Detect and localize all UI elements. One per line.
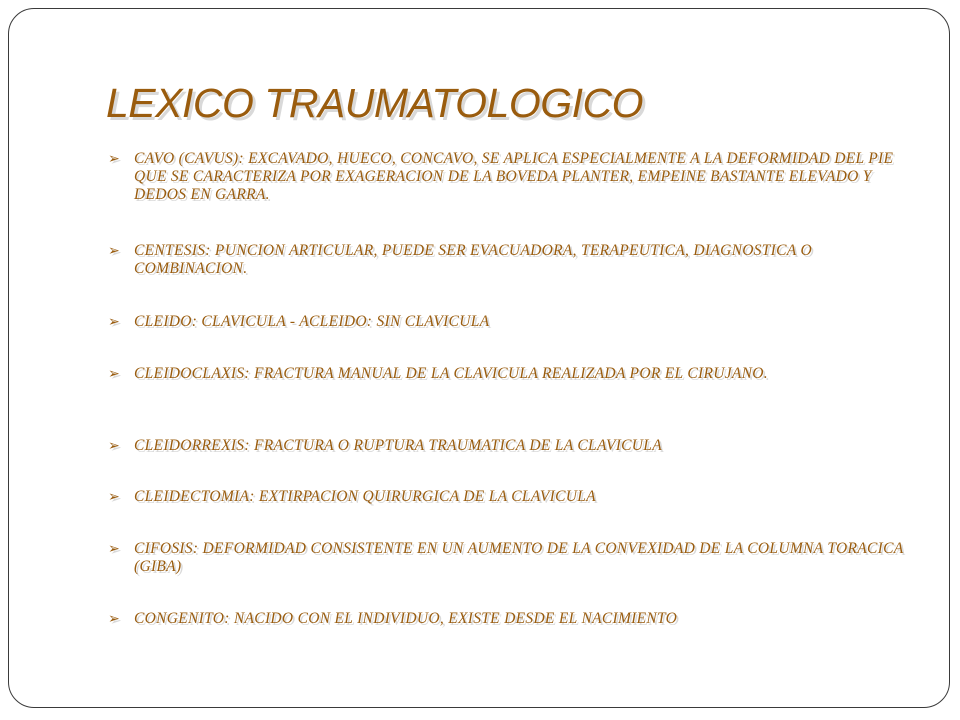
bullet-text: CENTESIS: PUNCION ARTICULAR, PUEDE SER EVACUADORA, TERAPEUTICA, DIAGNOSTICA O COMBINACION. bbox=[134, 242, 812, 277]
bullet-item bbox=[108, 488, 908, 506]
bullet-item bbox=[108, 242, 908, 278]
arrowhead-bullet-icon: ➢ bbox=[108, 611, 120, 627]
arrowhead-bullet-icon: ➢ bbox=[108, 489, 120, 505]
bullet-item bbox=[108, 437, 908, 455]
slide-title: LEXICO TRAUMATOLOGICO bbox=[106, 80, 644, 126]
arrowhead-bullet-icon: ➢ bbox=[108, 438, 120, 454]
bullet-text: CONGENITO: NACIDO CON EL INDIVIDUO, EXISTE DESDE EL NACIMIENTO bbox=[134, 610, 678, 627]
bullet-item bbox=[108, 313, 908, 331]
bullet-text: CIFOSIS: DEFORMIDAD CONSISTENTE EN UN AUMENTO DE LA CONVEXIDAD DE LA COLUMNA TORACICA (GIBA) bbox=[134, 540, 904, 575]
bullet-text: CLEIDOCLAXIS: FRACTURA MANUAL DE LA CLAVICULA REALIZADA POR EL CIRUJANO. bbox=[134, 365, 768, 382]
arrowhead-bullet-icon: ➢ bbox=[108, 366, 120, 382]
bullet-text: CAVO (CAVUS): EXCAVADO, HUECO, CONCAVO, SE APLICA ESPECIALMENTE A LA DEFORMIDAD DEL PIE QUE SE CARACTERIZA POR EXAGERACION DE LA BOVEDA PLANTER, EMPEINE BASTANTE ELEVADO Y DEDOS EN GARRA. bbox=[134, 150, 894, 203]
arrowhead-bullet-icon: ➢ bbox=[108, 151, 120, 167]
bullet-text: CLEIDECTOMIA: EXTIRPACION QUIRURGICA DE LA CLAVICULA bbox=[134, 488, 596, 505]
bullet-text: CLEIDO: CLAVICULA - ACLEIDO: SIN CLAVICULA bbox=[134, 313, 490, 330]
bullet-item bbox=[108, 610, 908, 628]
bullet-item bbox=[108, 365, 908, 383]
bullet-item bbox=[108, 150, 908, 204]
arrowhead-bullet-icon: ➢ bbox=[108, 541, 120, 557]
bullet-item bbox=[108, 540, 908, 576]
arrowhead-bullet-icon: ➢ bbox=[108, 243, 120, 259]
arrowhead-bullet-icon: ➢ bbox=[108, 314, 120, 330]
bullet-text: CLEIDORREXIS: FRACTURA O RUPTURA TRAUMATICA DE LA CLAVICULA bbox=[134, 437, 662, 454]
